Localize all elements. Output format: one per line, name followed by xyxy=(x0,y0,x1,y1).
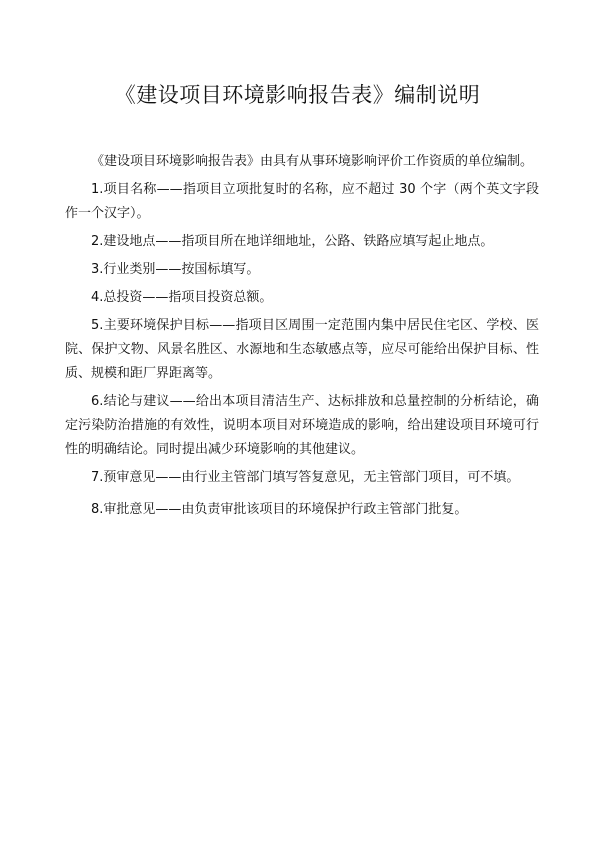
item-total-investment: 4.总投资——指项目投资总额。 xyxy=(91,290,273,305)
item-approval-opinion: 8.审批意见——由负责审批该项目的环境保护行政主管部门批复。 xyxy=(91,502,468,517)
item-industry-category: 3.行业类别——按国标填写。 xyxy=(91,262,260,277)
item-conclusions: 6.结论与建议——给出本项目清洁生产、达标排放和总量控制的分析结论，确定污染防治措施的有效性，说明本项目对环境造成的影响，给出建设项目环境可行性的明确结论。同时提出减少环境影响的其他建议。 xyxy=(65,394,539,457)
item-protection-targets: 5.主要环境保护目标——指项目区周围一定范围内集中居民住宅区、学校、医院、保护文物、风景名胜区、水源地和生态敏感点等，应尽可能给出保护目标、性质、规模和距厂界距离等。 xyxy=(65,318,539,381)
document-title: 《建设项目环境影响报告表》编制说明 xyxy=(114,83,481,107)
item-preliminary-review: 7.预审意见——由行业主管部门填写答复意见，无主管部门项目，可不填。 xyxy=(91,470,520,485)
document-body xyxy=(65,150,539,526)
item-construction-site: 2.建设地点——指项目所在地详细地址，公路、铁路应填写起止地点。 xyxy=(91,234,494,249)
item-project-name: 1.项目名称——指项目立项批复时的名称，应不超过 30 个字（两个英文字段作一个汉字）。 xyxy=(65,182,539,221)
intro-paragraph: 《建设项目环境影响报告表》由具有从事环境影响评价工作资质的单位编制。 xyxy=(91,154,534,169)
